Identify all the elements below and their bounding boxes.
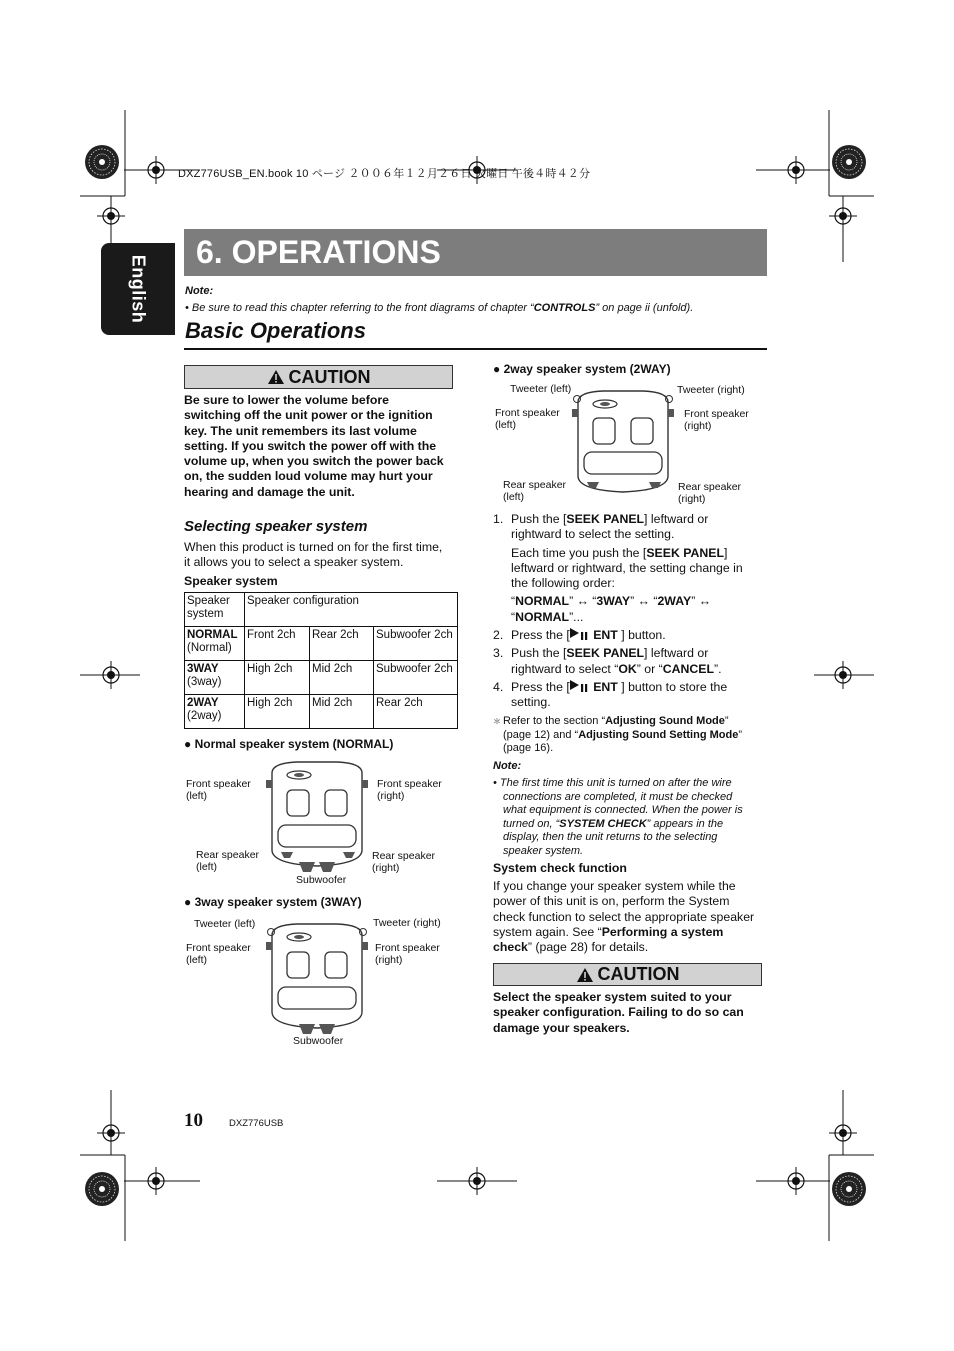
system-check-line: power of this unit is on, perform the System — [493, 894, 730, 909]
caution-line: switching off the unit power or the ignition — [184, 408, 433, 423]
option-ok: OK — [618, 661, 637, 676]
refer-text: (page 16). — [503, 742, 554, 754]
label-front-left — [186, 778, 251, 802]
step-text: Each time you push the [ — [511, 545, 647, 560]
step-text: ” ↔ — [691, 594, 712, 609]
label-text: (right) — [678, 493, 706, 505]
steps-list — [493, 512, 768, 711]
chapter-title-bar — [184, 229, 767, 276]
note2-line: connections are completed, it must be checked — [503, 790, 733, 803]
table-cell: Subwoofer 2ch — [374, 627, 458, 661]
label-rear-left — [196, 849, 259, 873]
label-subwoofer: Subwoofer — [296, 874, 347, 886]
caution-box-2 — [493, 963, 762, 986]
refer-text: Refer to the section “ — [503, 715, 606, 727]
caution-line: damage your speakers. — [493, 1020, 630, 1035]
header-text: Speaker — [187, 595, 230, 607]
row-name: NORMAL — [187, 629, 238, 641]
row-sub: (2way) — [187, 710, 222, 722]
note-text-part: ” on page ii (unfold). — [595, 302, 694, 314]
intro-line: When this product is turned on for the first time, — [184, 540, 443, 554]
table-row — [185, 695, 458, 729]
chapter-title: 6. OPERATIONS — [196, 234, 441, 270]
row-name: 2WAY — [187, 697, 219, 709]
step-text: setting. — [511, 695, 551, 710]
step-text: ” ↔ “ — [569, 594, 597, 609]
footer-model: DXZ776USB — [229, 1118, 284, 1129]
caution-label-2: CAUTION — [597, 964, 680, 984]
label-tweeter-right: Tweeter (right) — [373, 917, 441, 929]
step-text: ] button. — [621, 628, 666, 643]
table-cell: Subwoofer 2ch — [374, 661, 458, 695]
step-text: ”... — [569, 609, 584, 624]
order-3way: 3WAY — [596, 594, 631, 609]
note-text — [185, 302, 693, 314]
table-header-cell: Speaker configuration — [245, 593, 458, 627]
label-text: Rear speaker — [678, 481, 742, 493]
label-text: Front speaker — [684, 408, 749, 420]
speaker-system-table — [184, 592, 458, 729]
step-text: ”. — [713, 661, 722, 676]
table-cell — [185, 661, 245, 695]
step-2 — [493, 628, 768, 643]
step-text-bold: SEEK PANEL — [646, 545, 725, 560]
caution-text-1 — [184, 393, 464, 500]
step-text: the following order: — [511, 576, 615, 591]
label-text: (right) — [377, 790, 405, 802]
table-header-cell — [185, 593, 245, 627]
row-name: 3WAY — [187, 663, 219, 675]
label-subwoofer: Subwoofer — [293, 1035, 344, 1047]
system-check-bold: check — [493, 940, 528, 955]
step-4 — [493, 680, 768, 711]
ent-button-label: ENT — [593, 679, 618, 694]
system-check-term: SYSTEM CHECK — [559, 817, 647, 830]
label-tweeter-left: Tweeter (left) — [510, 383, 572, 395]
step-text-bold: SEEK PANEL — [566, 646, 645, 661]
table-cell: High 2ch — [245, 695, 310, 729]
caution-text-2 — [493, 990, 773, 1036]
diagram-normal-heading: ● Normal speaker system (NORMAL) — [184, 737, 394, 751]
table-cell: High 2ch — [245, 661, 310, 695]
caution-line: Select the speaker system suited to your — [493, 990, 732, 1004]
note2-line: what equipment is connected. When the power is — [503, 804, 743, 816]
print-header: DXZ776USB_EN.book 10 ページ ２００６年１２月２６日 火曜日 午後４時４２分 — [178, 168, 591, 180]
label-text: Rear speaker — [503, 479, 567, 491]
step-text: ] leftward or — [644, 646, 709, 661]
caution-line: key. The unit remembers its last volume — [184, 423, 417, 438]
note-text-bold: CONTROLS — [533, 302, 596, 314]
section-title: Basic Operations — [185, 318, 366, 343]
step-text: rightward to select the setting. — [511, 527, 675, 542]
label-front-right — [377, 778, 442, 802]
label-text: (left) — [503, 491, 524, 503]
step-text: ] button to store the — [621, 679, 728, 694]
table-row — [185, 627, 458, 661]
note-text-part: • Be sure to read this chapter referring to the front diagrams of chapter “ — [185, 302, 534, 314]
caution-line: Be sure to lower the volume before — [184, 393, 389, 407]
car-diagram-normal — [257, 758, 377, 878]
header-text: system — [187, 608, 224, 620]
label-text: (right) — [375, 954, 403, 966]
system-check-line: check function to select the appropriate speaker — [493, 909, 755, 924]
label-front-left — [495, 407, 560, 431]
label-text: (right) — [684, 420, 712, 432]
step-text: Push the [ — [511, 512, 567, 526]
step-3 — [493, 646, 768, 677]
caution-line: on, the sudden loud volume may hurt your — [184, 469, 433, 484]
step-number: 3. — [493, 646, 504, 661]
diagram-2way-heading: ● 2way speaker system (2WAY) — [493, 362, 671, 376]
label-text: Front speaker — [186, 942, 251, 954]
selecting-title: Selecting speaker system — [184, 518, 368, 535]
step-text: Press the [ — [511, 679, 570, 694]
step-text-bold: SEEK PANEL — [566, 512, 645, 526]
step-1 — [493, 512, 768, 625]
label-front-right — [684, 408, 749, 432]
refer-text: ” — [738, 728, 742, 741]
refer-text: (page 12) and “ — [503, 728, 579, 741]
step-text: Push the [ — [511, 646, 567, 661]
refer-bold: Adjusting Sound Setting Mode — [578, 728, 739, 741]
step-number: 2. — [493, 628, 504, 643]
step-text: “ — [511, 594, 516, 609]
label-tweeter-left: Tweeter (left) — [194, 918, 256, 930]
label-text: Rear speaker — [372, 850, 436, 862]
caution-line: speaker configuration. Failing to do so can — [493, 1005, 744, 1020]
note2-label: Note: — [493, 760, 522, 772]
caution-label-1: CAUTION — [288, 366, 371, 387]
step-text: “ — [511, 609, 516, 624]
label-rear-right — [372, 850, 435, 874]
refer-bold: Adjusting Sound Mode — [605, 715, 725, 727]
note2-line: display, then the unit returns to the selecting — [503, 831, 718, 843]
label-text: Front speaker — [186, 778, 251, 790]
note2-line: • The first time this unit is turned on after the wire — [493, 777, 732, 789]
order-normal: NORMAL — [515, 594, 570, 609]
intro-line: it allows you to select a speaker system. — [184, 555, 404, 570]
label-front-right — [375, 942, 440, 966]
table-cell: Mid 2ch — [310, 695, 374, 729]
table-cell: Rear 2ch — [310, 627, 374, 661]
label-text: (left) — [495, 419, 516, 431]
table-cell: Front 2ch — [245, 627, 310, 661]
label-text: (left) — [186, 790, 207, 802]
order-2way: 2WAY — [657, 594, 692, 609]
car-diagram-3way — [257, 920, 377, 1040]
warning-icon — [267, 369, 285, 385]
language-tab — [101, 243, 175, 335]
table-cell: Rear 2ch — [374, 695, 458, 729]
table-cell: Mid 2ch — [310, 661, 374, 695]
car-diagram-2way — [563, 388, 683, 500]
table-row — [185, 661, 458, 695]
step-text: ” ↔ “ — [630, 594, 658, 609]
selecting-intro — [184, 540, 464, 571]
table-cell — [185, 695, 245, 729]
note2-line: ” appears in the — [646, 817, 724, 830]
note2-text — [493, 777, 773, 858]
label-text: Front speaker — [375, 942, 440, 954]
label-rear-left — [503, 479, 566, 503]
table-cell — [185, 627, 245, 661]
system-check-bold: Performing a system — [601, 924, 724, 939]
label-tweeter-right: Tweeter (right) — [677, 384, 745, 396]
step-number: 1. — [493, 512, 504, 526]
step-text: ] — [724, 545, 728, 560]
label-text: (left) — [196, 861, 217, 873]
table-header-row — [185, 593, 458, 627]
refer-text: ” — [724, 715, 729, 727]
system-check-line: If you change your speaker system while the — [493, 879, 736, 893]
note-label: Note: — [185, 285, 214, 297]
label-text: Rear speaker — [196, 849, 260, 861]
system-check-title: System check function — [493, 861, 627, 875]
play-pause-icon — [570, 628, 590, 640]
label-front-left — [186, 942, 251, 966]
system-check-text — [493, 879, 773, 955]
table-caption: Speaker system — [184, 574, 278, 588]
ent-button-label: ENT — [593, 628, 618, 643]
note2-line: speaker system. — [503, 844, 584, 857]
language-tab-label: English — [128, 254, 149, 324]
note2-line: turned on, “ — [503, 817, 560, 830]
page-number: 10 — [184, 1110, 203, 1131]
caution-box-1 — [184, 365, 453, 389]
section-divider — [184, 348, 767, 350]
option-cancel: CANCEL — [662, 661, 714, 676]
step-text: leftward or rightward, the setting change in — [511, 560, 743, 575]
caution-line: setting. If you switch the power off with the — [184, 438, 437, 453]
order-normal: NORMAL — [515, 609, 570, 624]
step-text: rightward to select “ — [511, 661, 619, 676]
system-check-line: system again. See “ — [493, 924, 602, 939]
label-text: (left) — [186, 954, 207, 966]
warning-icon — [576, 967, 594, 983]
label-rear-right — [678, 481, 741, 505]
caution-line: hearing and damage the unit. — [184, 484, 355, 499]
label-text: Front speaker — [377, 778, 442, 790]
diagram-3way-heading: ● 3way speaker system (3WAY) — [184, 895, 362, 909]
step-text: ” or “ — [636, 661, 663, 676]
step-text: ] leftward or — [644, 512, 709, 526]
asterisk-mark: ＊ — [493, 717, 501, 726]
play-pause-icon — [570, 680, 590, 692]
row-sub: (Normal) — [187, 642, 232, 654]
row-sub: (3way) — [187, 676, 222, 688]
step-text: Press the [ — [511, 628, 570, 643]
label-text: (right) — [372, 862, 400, 874]
caution-line: volume up, when you switch the power back — [184, 454, 444, 469]
label-text: Front speaker — [495, 407, 560, 419]
system-check-line: ” (page 28) for details. — [527, 940, 649, 955]
step-number: 4. — [493, 679, 504, 694]
refer-note — [493, 715, 768, 756]
